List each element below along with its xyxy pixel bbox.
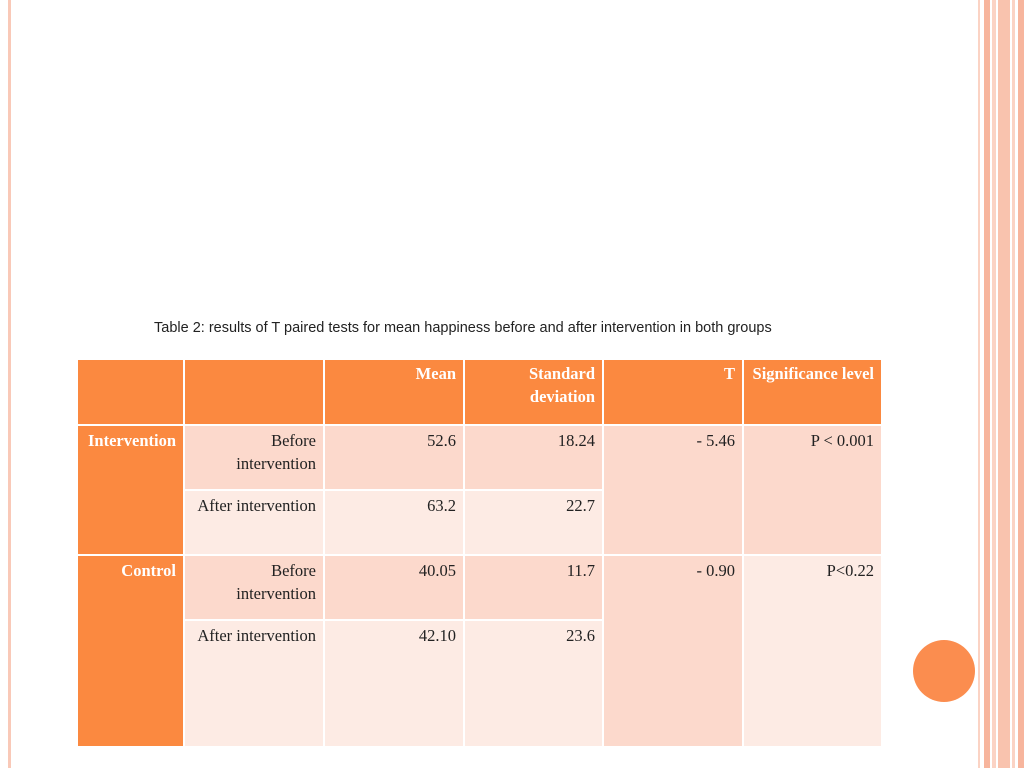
mean-cell: 42.10 — [324, 620, 464, 747]
table-caption: Table 2: results of T paired tests for mean happiness before and after intervention in both groups — [154, 320, 772, 336]
mean-cell: 40.05 — [324, 555, 464, 620]
sd-cell: 23.6 — [464, 620, 603, 747]
header-cell-sd: Standard deviation — [464, 359, 603, 425]
slide-left-border — [8, 0, 11, 768]
significance-cell: P < 0.001 — [743, 425, 882, 555]
condition-cell: After intervention — [184, 620, 324, 747]
header-cell-significance: Significance level — [743, 359, 882, 425]
group-label-intervention: Intervention — [77, 425, 184, 555]
decorative-circle — [913, 640, 975, 702]
table-row — [77, 425, 882, 490]
group-label-control: Control — [77, 555, 184, 747]
table-header-row — [77, 359, 882, 425]
results-table — [76, 358, 883, 748]
sd-cell: 11.7 — [464, 555, 603, 620]
mean-cell: 63.2 — [324, 490, 464, 555]
t-cell: - 5.46 — [603, 425, 743, 555]
condition-cell: After intervention — [184, 490, 324, 555]
significance-cell: P<0.22 — [743, 555, 882, 747]
table-row — [77, 555, 882, 620]
condition-cell: Before intervention — [184, 555, 324, 620]
condition-cell: Before intervention — [184, 425, 324, 490]
sd-cell: 22.7 — [464, 490, 603, 555]
header-cell-group — [77, 359, 184, 425]
t-cell: - 0.90 — [603, 555, 743, 747]
header-cell-condition — [184, 359, 324, 425]
mean-cell: 52.6 — [324, 425, 464, 490]
sd-cell: 18.24 — [464, 425, 603, 490]
header-cell-t: T — [603, 359, 743, 425]
header-cell-mean: Mean — [324, 359, 464, 425]
slide-right-stripes — [978, 0, 1024, 768]
